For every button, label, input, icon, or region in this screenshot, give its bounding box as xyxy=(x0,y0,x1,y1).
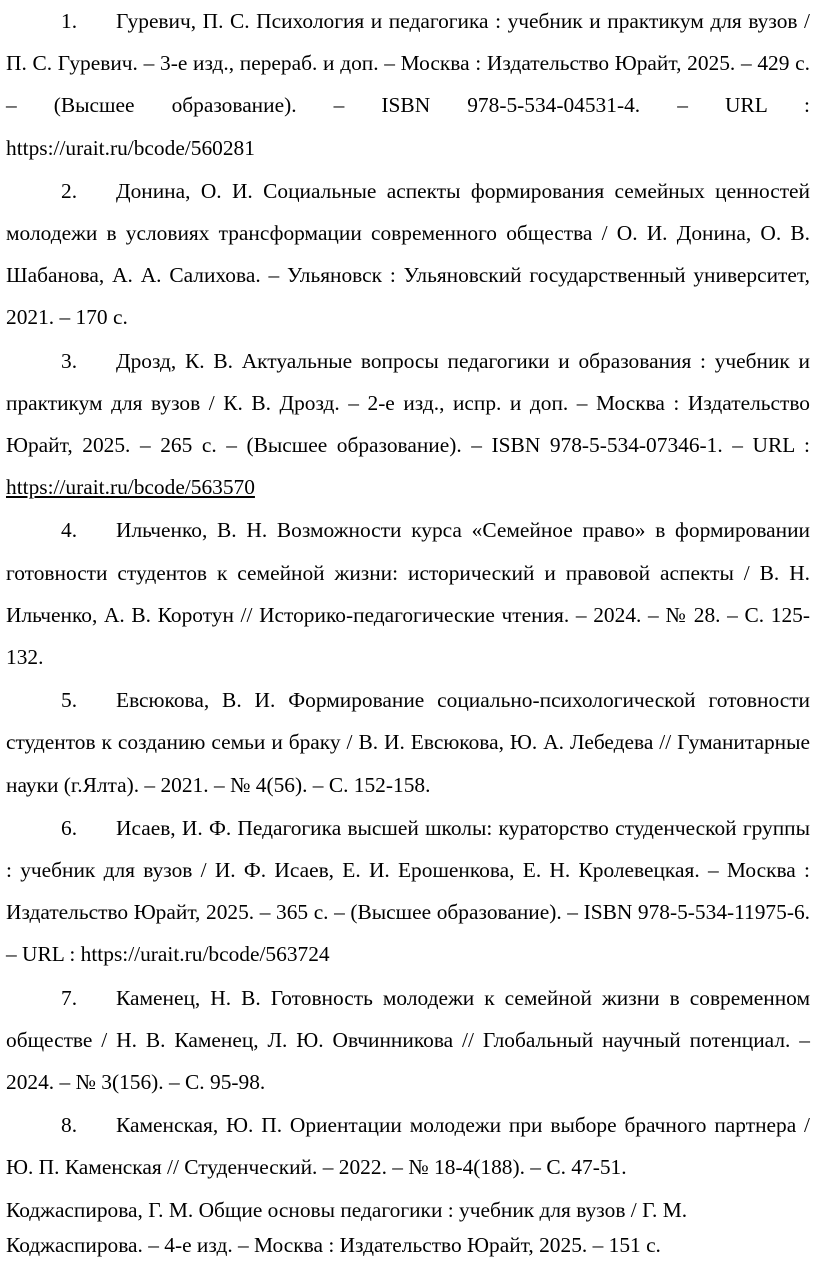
reference-text: Каменец, Н. В. Готовность молодежи к семейной жизни в современном обществе / Н. В. Каменец, Л. Ю. Овчинникова // Глобальный научный потенциал. – 2024. – № 3(156). – С. 95-98. xyxy=(6,985,810,1095)
reference-number: 5. xyxy=(61,688,78,713)
reference-item xyxy=(6,807,810,976)
reference-item xyxy=(6,170,810,339)
reference-number: 4. xyxy=(61,518,78,543)
reference-text: Каменская, Ю. П. Ориентации молодежи при выборе брачного партнера / Ю. П. Каменская // Студенческий. – 2022. – № 18-4(188). – С. 47-51. xyxy=(6,1113,810,1180)
reference-text: Донина, О. И. Социальные аспекты формирования семейных ценностей молодежи в условиях трансформации современного общества / О. И. Донина, О. В. Шабанова, А. А. Салихова. – Ульяновск : Ульяновский государственный университет, 2021. – 170 с. xyxy=(6,178,810,330)
reference-item-unnumbered: Коджаспирова, Г. М. Общие основы педагогики : учебник для вузов / Г. М. Коджаспирова. – 4-е изд. – Москва : Издательство Юрайт, 2025. – 151 с. xyxy=(6,1197,688,1257)
reference-item xyxy=(6,509,810,678)
reference-text: Исаев, И. Ф. Педагогика высшей школы: кураторство студенческой группы : учебник для вузов / И. Ф. Исаев, Е. И. Ерошенкова, Е. Н. Кролевецкая. – Москва : Издательство Юрайт, 2025. – 365 с. – (Высшее образование). – ISBN 978-5-534-11975-6. – URL : https://urait.ru/bcode/563724 xyxy=(6,815,810,967)
reference-list xyxy=(6,0,810,1263)
reference-number: 2. xyxy=(61,178,78,203)
reference-item xyxy=(6,1104,810,1188)
reference-number: 1. xyxy=(61,9,78,33)
reference-text: Ильченко, В. Н. Возможности курса «Семейное право» в формировании готовности студентов к семейной жизни: исторический и правовой аспекты / В. Н. Ильченко, А. В. Коротун // Историко-педагогические чтения. – 2024. – № 28. – С. 125-132. xyxy=(6,518,810,670)
reference-number: 7. xyxy=(61,985,78,1010)
reference-text: Дрозд, К. В. Актуальные вопросы педагогики и образования : учебник и практикум для вузов / К. В. Дрозд. – 2-е изд., испр. и доп. – Москва : Издательство Юрайт, 2025. – 265 с. – (Высшее образование). – ISBN 978-5-534-07346-1. – URL : xyxy=(6,348,810,458)
reference-text: Гуревич, П. С. Психология и педагогика : учебник и практикум для вузов / П. С. Гуревич. – 3-е изд., перераб. и доп. – Москва : Издательство Юрайт, 2025. – 429 с. – (Высшее образование). – ISBN 978-5-534-04531-4. – URL : https://urait.ru/bcode/560281 xyxy=(6,9,810,160)
reference-number: 8. xyxy=(61,1113,78,1138)
reference-link[interactable]: https://urait.ru/bcode/563570 xyxy=(6,475,255,500)
reference-item xyxy=(6,340,810,509)
reference-item xyxy=(6,977,810,1104)
reference-item xyxy=(6,679,810,806)
reference-item xyxy=(6,0,810,169)
reference-text: Евсюкова, В. И. Формирование социально-психологической готовности студентов к созданию семьи и браку / В. И. Евсюкова, Ю. А. Лебедева // Гуманитарные науки (г.Ялта). – 2021. – № 4(56). – С. 152-158. xyxy=(6,688,810,797)
reference-number: 3. xyxy=(61,348,78,373)
reference-number: 6. xyxy=(61,815,78,840)
